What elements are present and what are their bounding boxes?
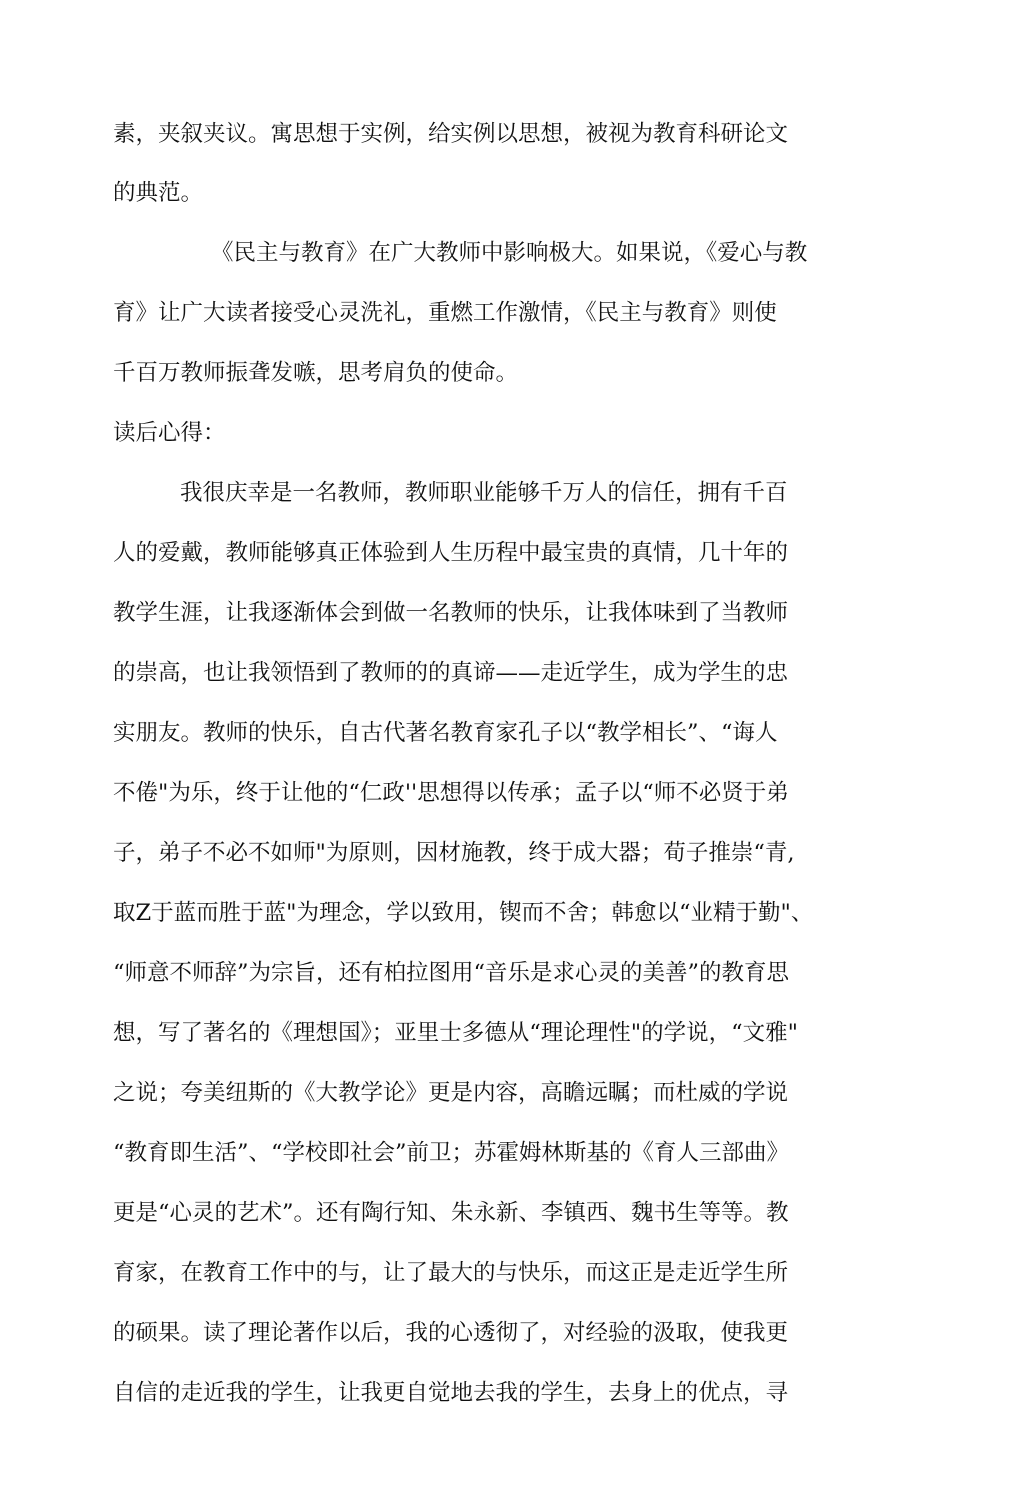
text-line: 的典范。: [113, 180, 204, 206]
text-line: 想，写了著名的《理想国》；亚里士多德从“理论理性"的学说，“文雅": [113, 1020, 798, 1046]
section-heading: 读后心得：: [113, 420, 226, 446]
text-line: 教学生涯，让我逐渐体会到做一名教师的快乐，让我体味到了当教师: [113, 600, 789, 626]
text-line: 的硕果。读了理论著作以后，我的心透彻了，对经验的汲取，使我更: [113, 1320, 789, 1346]
text-line: 育家，在教育工作中的与，让了最大的与快乐，而这正是走近学生所: [113, 1260, 789, 1286]
text-line: 子，弟子不必不如师"为原则，因材施教，终于成大器；荀子推崇“青,: [113, 840, 795, 866]
text-line: “师意不师辞”为宗旨，还有柏拉图用“音乐是求心灵的美善”的教育思: [113, 960, 790, 986]
text-line: 的崇高，也让我领悟到了教师的的真谛——走近学生，成为学生的忠: [113, 660, 789, 686]
text-line: 我很庆幸是一名教师，教师职业能够千万人的信任，拥有千百: [180, 480, 788, 506]
text-line: 人的爱戴，教师能够真正体验到人生历程中最宝贵的真情，几十年的: [113, 540, 789, 566]
text-line: 之说；夸美纽斯的《大教学论》更是内容，高瞻远瞩；而杜威的学说: [113, 1080, 789, 1106]
text-line: 取Z于蓝而胜于蓝"为理念，学以致用，锲而不舍；韩愈以“业精于勤"、: [113, 900, 814, 926]
text-line: 育》让广大读者接受心灵洗礼，重燃工作激情，《民主与教育》则使: [113, 300, 777, 326]
text-line: 素，夹叙夹议。寓思想于实例，给实例以思想，被视为教育科研论文: [113, 121, 789, 147]
text-line: 实朋友。教师的快乐，自古代著名教育家孔子以“教学相长”、“诲人: [113, 720, 778, 746]
text-line: 《民主与教育》在广大教师中影响极大。如果说，《爱心与教: [211, 240, 808, 266]
text-line: 更是“心灵的艺术”。还有陶行知、朱永新、李镇西、魏书生等等。教: [113, 1200, 789, 1226]
text-line: 千百万教师振聋发嗾，思考肩负的使命。: [113, 360, 519, 386]
text-line: 不倦"为乐，终于让他的“仁政''思想得以传承；孟子以“师不必贤于弟: [113, 780, 789, 806]
text-line: 自信的走近我的学生，让我更自觉地去我的学生，去身上的优点，寻: [113, 1380, 789, 1406]
text-line: “教育即生活”、“学校即社会”前卫；苏霍姆林斯基的《育人三部曲》: [113, 1140, 790, 1166]
